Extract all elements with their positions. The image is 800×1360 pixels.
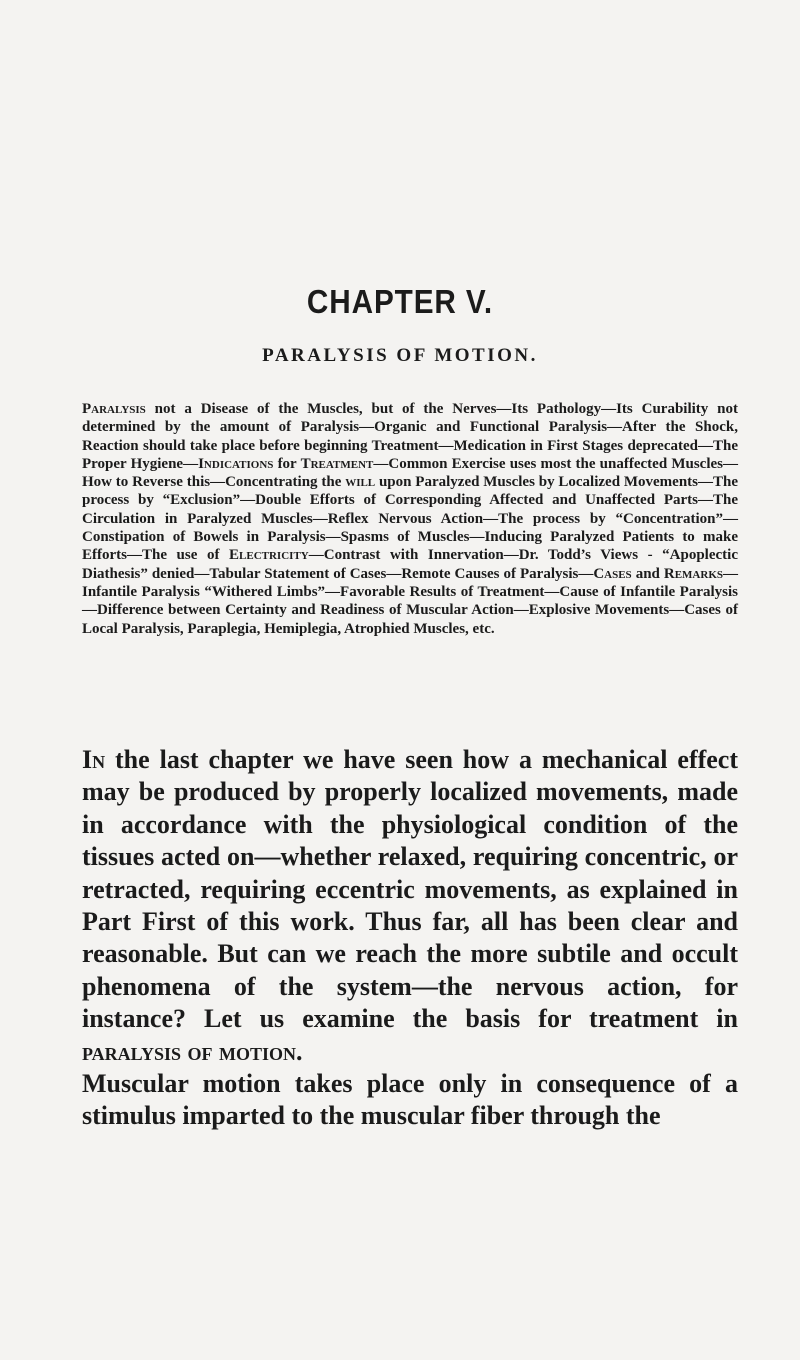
synopsis-text-1: not a Disease of the Muscles, but of the Nerves—Its Pathology—Its Curability not determined by the amount of Paralysis—Organic and Functional Paralysis—After the Shock, Reaction should take place before beginning Treatment—Medication in First Stages deprecated—The Proper Hygiene— [82, 401, 738, 472]
synopsis-indications: Indications [198, 455, 274, 472]
chapter-heading: CHAPTER V. [306, 283, 494, 320]
synopsis-text-3: —Common Exercise uses most the unaffected Muscles—How to Reverse this—Concentrating the [82, 455, 738, 491]
chapter-title: PARALYSIS OF MOTION. [262, 345, 538, 366]
paragraph-1 [82, 744, 738, 1068]
paragraph-1-text: the last chapter we have seen how a mechanical effect may be produced by properly localized movements, made in accordance with the physiological condition of the tissues acted on—whether relaxed, requiring concentric, or retracted, requiring eccentric movements, as explained in Part First of this work. Thus far, all has been clear and reasonable. But can we reach the more subtile and occult phenomena of the system—the nervous action, for instance? Let us examine the basis for treatment in [82, 745, 738, 1034]
synopsis-text-4: upon Paralyzed Muscles by Localized Movements—The process by “Exclusion”—Double Efforts of Corresponding Affected and Unaffected Parts—The Circulation in Paralyzed Muscles—Reflex Nervous Action—The process by “Concentration”—Constipation of Bowels in Paralysis—Spasms of Muscles—Inducing Paralyzed Patients to make Efforts—The use of [82, 474, 738, 564]
synopsis-text-7: —Infantile Paralysis “Withered Limbs”—Favorable Results of Treatment—Cause of Infantile Paralysis—Difference between Certainty and Readiness of Muscular Action—Explosive Movements—Cases of Local Paralysis, Paraplegia, Hemiplegia, Atrophied Muscles, etc. [82, 565, 738, 637]
synopsis-text-6: and [631, 565, 664, 582]
paragraph-1-term: paralysis of motion [82, 1036, 297, 1066]
paragraph-2-text: Muscular motion takes place only in consequence of a stimulus imparted to the muscular fiber through the [82, 1069, 738, 1131]
synopsis-remarks: Remarks [663, 565, 723, 582]
synopsis-lead: Paralysis [82, 401, 146, 417]
synopsis-cases: Cases [593, 565, 632, 582]
synopsis-treatment: Treatment [300, 455, 374, 472]
chapter-synopsis [82, 400, 738, 638]
synopsis-will: will [345, 474, 376, 491]
synopsis-electricity: Electricity [229, 547, 309, 564]
paragraph-1-lead: In [82, 745, 106, 774]
synopsis-text-2: for [273, 455, 301, 472]
synopsis-text-5: —Contrast with Innervation—Dr. Todd’s Views - “Apoplectic Diathesis” denied—Tabular Statement of Cases—Remote Causes of Paralysis— [82, 547, 738, 582]
body-text [82, 744, 738, 1133]
paragraph-2 [82, 1068, 738, 1133]
paragraph-1-end: . [296, 1036, 303, 1066]
